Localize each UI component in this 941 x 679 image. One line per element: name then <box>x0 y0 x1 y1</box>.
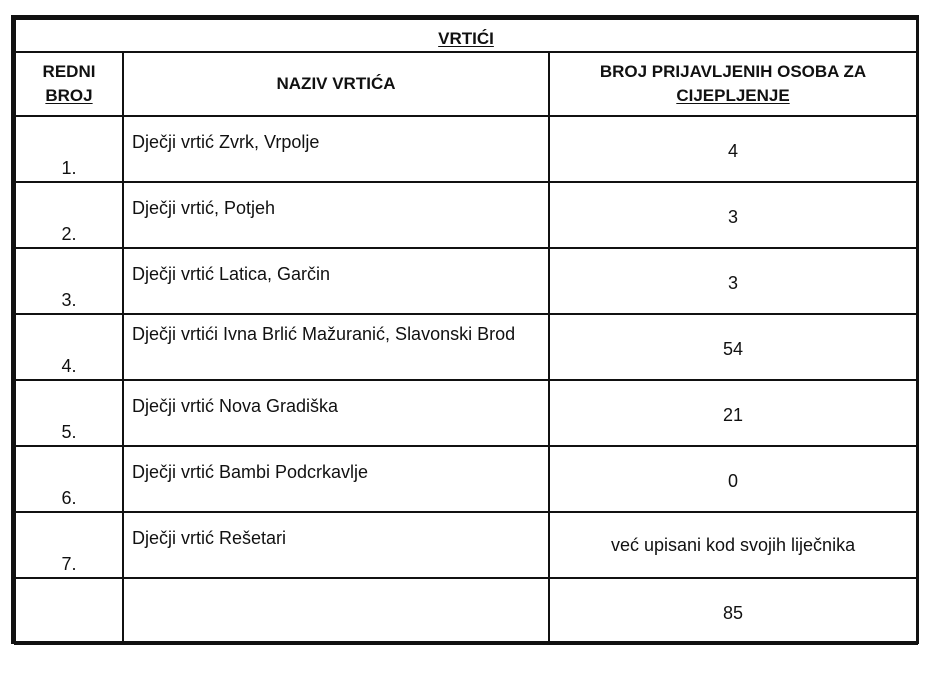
row-kindergarten-name: Dječji vrtić Rešetari <box>123 512 549 578</box>
row-registered-count: 3 <box>549 182 917 248</box>
table-row <box>15 314 917 380</box>
total-name <box>123 578 549 644</box>
total-count: 85 <box>549 578 917 644</box>
row-number: 3. <box>15 248 123 314</box>
table-title <box>15 19 917 52</box>
row-kindergarten-name: Dječji vrtić Latica, Garčin <box>123 248 549 314</box>
header-name-text: NAZIV VRTIĆA <box>276 74 396 93</box>
table-title-text: VRTIĆI <box>438 29 494 48</box>
header-name <box>123 52 549 116</box>
header-ordinal-line1: REDNI <box>42 62 96 81</box>
header-ordinal <box>15 52 123 116</box>
row-kindergarten-name: Dječji vrtić Bambi Podcrkavlje <box>123 446 549 512</box>
row-number: 2. <box>15 182 123 248</box>
total-number <box>15 578 123 644</box>
header-ordinal-line2: BROJ <box>45 86 93 105</box>
row-registered-count: 0 <box>549 446 917 512</box>
kindergarten-vaccination-table <box>11 15 919 644</box>
row-registered-count: 3 <box>549 248 917 314</box>
row-registered-count: već upisani kod svojih liječnika <box>549 512 917 578</box>
table-row <box>15 380 917 446</box>
total-row <box>15 578 917 644</box>
row-number: 1. <box>15 116 123 182</box>
table-row <box>15 182 917 248</box>
row-registered-count: 4 <box>549 116 917 182</box>
row-number: 5. <box>15 380 123 446</box>
row-number: 4. <box>15 314 123 380</box>
row-number: 6. <box>15 446 123 512</box>
row-kindergarten-name: Dječji vrtić Zvrk, Vrpolje <box>123 116 549 182</box>
table-row <box>15 512 917 578</box>
table-row <box>15 248 917 314</box>
row-kindergarten-name: Dječji vrtići Ivna Brlić Mažuranić, Slavonski Brod <box>123 314 549 380</box>
table-row <box>15 446 917 512</box>
header-count-line2: CIJEPLJENJE <box>676 86 790 105</box>
row-kindergarten-name: Dječji vrtić Nova Gradiška <box>123 380 549 446</box>
table-row <box>15 116 917 182</box>
row-registered-count: 21 <box>549 380 917 446</box>
row-number: 7. <box>15 512 123 578</box>
header-count <box>549 52 917 116</box>
data-table <box>14 18 918 645</box>
header-count-line1: BROJ PRIJAVLJENIH OSOBA ZA <box>599 62 867 81</box>
row-kindergarten-name: Dječji vrtić, Potjeh <box>123 182 549 248</box>
row-registered-count: 54 <box>549 314 917 380</box>
